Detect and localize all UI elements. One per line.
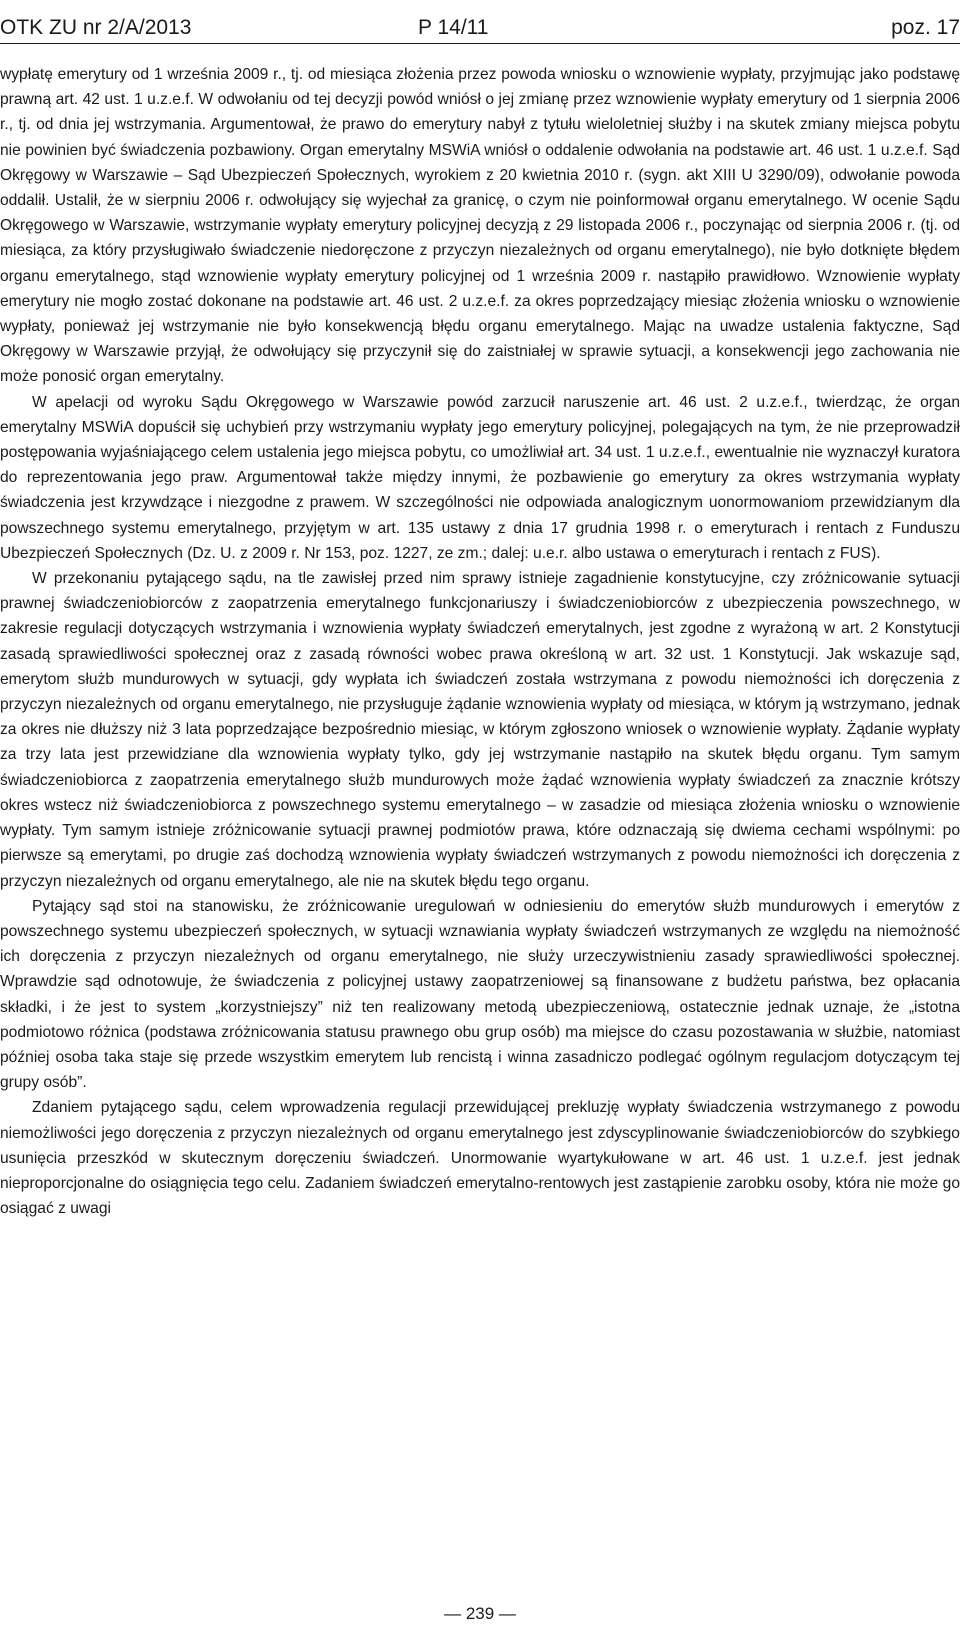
paragraph-2: W apelacji od wyroku Sądu Okręgowego w Warszawie powód zarzucił naruszenie art. 46 ust. 2 u.z.e.f., twierdząc, że organ emerytalny MSWiA dopuścił się uchybień przy wstrzymaniu wypłaty jego emerytury policyjnej, polegających na tym, że nie przeprowadził postępowania wyjaśniającego celem ustalenia jego miejsca pobytu, co umożliwiał art. 34 ust. 1 u.z.e.f., ewentualnie nie wyznaczył kuratora do reprezentowania jego praw. Argumentował także między innymi, że pozbawienie go emerytury za okres wstrzymania wypłaty świadczenia jest krzywdzące i niezgodne z prawem. W szczególności nie odpowiada analogicznym uonormowaniom przewidzianym dla powszechnego systemu emerytalnego, przyjętym w art. 135 ustawy z dnia 17 grudnia 1998 r. o emeryturach i rentach z Funduszu Ubezpieczeń Społecznych (Dz. U. z 2009 r. Nr 153, poz. 1227, ze zm.; dalej: u.e.r. albo ustawa o emeryturach i rentach z FUS). [0,393,960,562]
page-footer [0,1602,960,1626]
journal-reference: OTK ZU nr 2/A/2013 [0,16,192,39]
footer-dash-right: — [498,1604,516,1623]
paragraph-3: W przekonaniu pytającego sądu, na tle zawisłej przed nim sprawy istnieje zagadnienie konstytucyjne, czy zróżnicowanie sytuacji prawnej świadczeniobiorców z zaopatrzenia emerytalnego funkcjonariuszy i świadczeniobiorców z ubezpieczenia powszechnego, w zakresie regulacji dotyczących wstrzymania i wznowienia wypłaty świadczeń emerytalnych, jest zgodne z wyrażoną w art. 2 Konstytucji zasadą sprawiedliwości społecznej oraz z zasadą równości wobec prawa określoną w art. 32 ust. 1 Konstytucji. Jak wskazuje sąd, emerytom służb mundurowych w sytuacji, gdy wypłata ich świadczeń została wstrzymana z powodu niemożności ich doręczenia z przyczyn niezależnych od organu emerytalnego, nie przysługuje żądanie wznowienia wypłaty od miesiąca, w którym ją wstrzymano, jednak za okres nie dłuższy niż 3 lata poprzedzające bezpośrednio miesiąc, w którym zgłoszono wniosek o wznowienie wypłaty. Żądanie wypłaty za trzy lata jest przewidziane dla wznowienia wypłaty tylko, gdy jej wstrzymanie nastąpiło na skutek błędu organu. Tym samym świadczeniobiorca z zaopatrzenia emerytalnego służb mundurowych może żądać wznowienia wypłaty świadczeń za znacznie krótszy okres wstecz niż świadczeniobiorca z powszechnego systemu emerytalnego – w zasadzie od miesiąca złożenia wniosku o wznowienie wypłaty. Tym samym istnieje zróżnicowanie sytuacji prawnej podmiotów prawa, które odznaczają się dwiema cechami wspólnymi: po pierwsze są emerytami, po drugie zaś dochodzą wznowienia wypłaty świadczeń wstrzymanych z powodu niemożności ich doręczenia z przyczyn niezależnych od organu emerytalnego, ale nie na skutek błędu tego organu. [0,570,960,890]
footer-dash-left: — [444,1604,462,1623]
paragraph-4: Pytający sąd stoi na stanowisku, że zróżnicowanie uregulowań w odniesieniu do emerytów służb mundurowych i emerytów z powszechnego systemu ubezpieczeń społecznych, w sytuacji wznawiania wypłaty świadczeń wstrzymanych ze względu na niemożność ich doręczenia z przyczyn niezależnych od organu emerytalnego, nie służy urzeczywistnieniu zasady sprawiedliwości społecznej. Wprawdzie sąd odnotowuje, że świadczenia z policyjnej ustawy zaopatrzeniowej są finansowane z budżetu państwa, bez opłacania składki, i że jest to system „korzystniejszy” niż ten realizowany metodą ubezpieczeniową, ostatecznie jednak uznaje, że „istotna podmiotowo różnica (podstawa zróżnicowania statusu prawnego obu grup osób) ma miejsce do czasu pozostawania w służbie, natomiast później osoba taka staje się przede wszystkim emerytem lub rencistą i winna zasadniczo podlegać ogólnym regulacjom dotyczącym tej grupy osób”. [0,897,960,1092]
case-signature: P 14/11 [418,16,489,39]
document-body [0,62,960,1221]
paragraph-5: Zdaniem pytającego sądu, celem wprowadzenia regulacji przewidującej prekluzję wypłaty świadczenia wstrzymanego z powodu niemożliwości jego doręczenia z przyczyn niezależnych od organu emerytalnego jest zdyscyplinowanie świadczeniobiorców do szybkiego usunięcia przeszkód w skutecznym doręczeniu świadczeń. Unormowanie wyartykułowane w art. 46 ust. 1 u.z.e.f. jest jednak nieproporcjonalne do osiągnięcia tego celu. Zadaniem świadczeń emerytalno-rentowych jest zastąpienie zarobku osoby, która nie może go osiągać z uwagi [0,1099,960,1218]
paragraph-1: wypłatę emerytury od 1 września 2009 r., tj. od miesiąca złożenia przez powoda wniosku o wznowienie wypłaty, przyjmując jako podstawę prawną art. 42 ust. 1 u.z.e.f. W odwołaniu od tej decyzji powód wniósł o jej zmianę przez wznowienie wypłaty emerytury od 1 sierpnia 2006 r., tj. od dnia jej wstrzymania. Argumentował, że prawo do emerytury nabył z tytułu wieloletniej służby i na skutek zmiany miejsca pobytu nie powinien być świadczenia pozbawiony. Organ emerytalny MSWiA wniósł o oddalenie odwołania na podstawie art. 46 ust. 1 u.z.e.f. Sąd Okręgowy w Warszawie – Sąd Ubezpieczeń Społecznych, wyrokiem z 20 kwietnia 2010 r. (sygn. akt XIII U 3290/09), odwołanie powoda oddalił. Ustalił, że w sierpniu 2006 r. odwołujący się wyjechał za granicę, o czym nie poinformował organu emerytalnego. W ocenie Sądu Okręgowego w Warszawie, wstrzymanie wypłaty emerytury policyjnej decyzją z 29 listopada 2006 r., poczynając od sierpnia 2006 r. (tj. od miesiąca, za który przysługiwało świadczenie niedoręczone z przyczyn niezależnych od organu emerytalnego), nie było dotknięte błędem organu emerytalnego, stąd wznowienie wypłaty emerytury policyjnej od 1 września 2009 r. nastąpiło prawidłowo. Wznowienie wypłaty emerytury nie mogło zostać dokonane na podstawie art. 46 ust. 2 u.z.e.f. za okres poprzedzający miesiąc złożenia wniosku o wznowienie wypłaty, ponieważ jej wstrzymanie nie było konsekwencją błędu organu emerytalnego. Mając na uwadze ustalenia faktyczne, Sąd Okręgowy w Warszawie przyjął, że odwołujący się przyczynił się do zaistniałej w sprawie sytuacji, a konsekwencji jego zachowania nie może ponosić organ emerytalny. [0,66,960,386]
running-header [0,10,960,46]
page-number: 239 [465,1604,495,1623]
item-number: poz. 17 [891,16,960,39]
header-divider [0,43,960,44]
